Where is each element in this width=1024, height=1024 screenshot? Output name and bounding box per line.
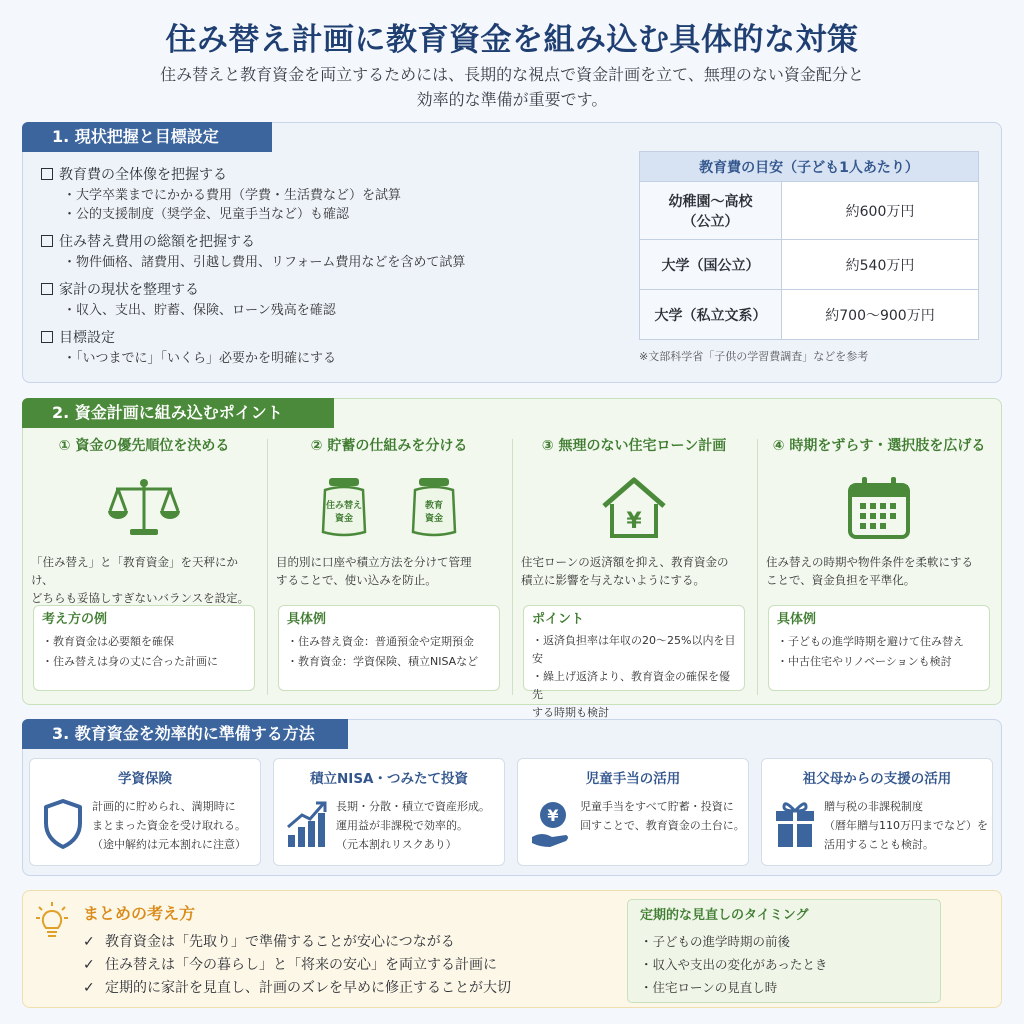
page-title: 住み替え計画に教育資金を組み込む具体的な対策	[165, 22, 859, 58]
point-column: ② 貯蓄の仕組みを分ける 住み替え 資金 教育 資金 目的別に口座や積立方法を分けて管理 することで、使い込みを防止。 具体例 ・住み替え資金：普通預金や定期預金 ・教育資金：学資保険、積立NISAなど	[274, 435, 504, 697]
table-row: 大学（私立文系） 約700〜900万円	[640, 290, 979, 340]
section-heading: 2. 資金計画に組み込むポイント	[22, 398, 334, 428]
example-box: 具体例 ・子どもの進学時期を避けて住み替え ・中古住宅やリノベーションも検討	[768, 605, 990, 691]
check-icon: ✓	[83, 980, 95, 996]
example-box: 具体例 ・住み替え資金：普通預金や定期預金 ・教育資金：学資保険、積立NISAなど	[278, 605, 500, 691]
section-funding-points	[22, 398, 1002, 719]
check-icon: ✓	[83, 934, 95, 950]
svg-text:¥: ¥	[547, 806, 559, 825]
table-row: 大学（国公立） 約540万円	[640, 240, 979, 290]
point-column: ④ 時期をずらす・選択肢を広げる 住み替えの時期や物件条件を柔軟にする ことで、資金負担を平準化。 具体例 ・子どもの進学時期を避けて住み替え ・中古住宅やリノベーションも検討	[764, 435, 994, 697]
checklist-item: 教育費の全体像を把握する ・大学卒業までにかかる費用（学費・生活費など）を試算 ・公的支援制度（奨学金、児童手当など）も確認	[41, 165, 631, 224]
method-card: 児童手当の活用 ¥ 児童手当をすべて貯蓄・投資に 回すことで、教育資金の土台に。	[517, 758, 749, 866]
example-box: ポイント ・返済負担率は年収の20〜25%以内を目安 ・繰上げ返済より、教育資金の確保を優先 する時期も検討	[523, 605, 745, 691]
section-heading: 1. 現状把握と目標設定	[22, 122, 272, 152]
table-header: 教育費の目安（子ども1人あたり）	[640, 152, 979, 182]
svg-text:¥: ¥	[626, 509, 642, 534]
checklist-item: 住み替え費用の総額を把握する ・物件価格、諸費用、引越し費用、リフォーム費用などを含めて試算	[41, 232, 631, 272]
jar-icon: 住み替え 資金	[317, 476, 371, 540]
gift-icon	[772, 797, 818, 851]
page-subtitle: 住み替えと教育資金を両立するためには、長期的な視点で資金計画を立て、無理のない資金配分と 効率的な準備が重要です。	[160, 65, 864, 109]
table-row: 幼稚園〜高校 （公立） 約600万円	[640, 182, 979, 240]
growth-chart-icon	[284, 797, 330, 851]
point-column: ③ 無理のない住宅ローン計画 ¥ 住宅ローンの返済額を抑え、教育資金の 積立に影響を与えないようにする。 ポイント ・返済負担率は年収の20〜25%以内を目安 ・繰上げ返済より、教育資金の確保を優先 する時期も検討	[519, 435, 749, 697]
table-note: ※文部科学省「子供の学習費調査」などを参考	[639, 350, 869, 363]
section-summary	[22, 890, 1002, 1008]
jar-icon: 教育 資金	[407, 476, 461, 540]
summary-title: まとめの考え方	[83, 904, 196, 923]
method-card: 学資保険 計画的に貯められ、満期時に まとまった資金を受け取れる。 （途中解約は元本割れに注意）	[29, 758, 261, 866]
lightbulb-icon	[35, 901, 69, 941]
example-box: 考え方の例 ・教育資金は必要額を確保 ・住み替えは身の丈に合った計画に	[33, 605, 255, 691]
checklist-item: 目標設定 ・「いつまでに」「いくら」必要かを明確にする	[41, 328, 631, 368]
summary-list: ✓ 教育資金は「先取り」で準備することが安心につながる ✓ 住み替えは「今の暮らし」と「将来の安心」を両立する計画に ✓ 定期的に家計を見直し、計画のズレを早めに修正することが大切	[83, 931, 511, 1000]
calendar-icon	[846, 475, 912, 541]
yen-hand-icon	[528, 797, 574, 851]
point-column: ① 資金の優先順位を決める 「住み替え」と「教育資金」を天秤にかけ、 どちらも妥協しすぎないバランスを設定。 考え方の例 ・教育資金は必要額を確保 ・住み替えは身の丈に合った計画に	[29, 435, 259, 697]
checkbox-icon	[41, 235, 53, 247]
section-heading: 3. 教育資金を効率的に準備する方法	[22, 719, 348, 749]
shield-icon	[40, 797, 86, 851]
education-cost-table	[639, 151, 979, 364]
method-card: 積立NISA・つみたて投資 長期・分散・積立で資産形成。 運用益が非課税で効率的。 （元本割れリスクあり）	[273, 758, 505, 866]
method-card: 祖父母からの支援の活用 贈与税の非課税制度 （暦年贈与110万円までなど）を 活用することも検討。	[761, 758, 993, 866]
checklist-item: 家計の現状を整理する ・収入、支出、貯蓄、保険、ローン残高を確認	[41, 280, 631, 320]
check-icon: ✓	[83, 957, 95, 973]
section-current-status	[22, 122, 1002, 383]
checklist	[41, 165, 631, 376]
checkbox-icon	[41, 331, 53, 343]
house-yen-icon	[598, 474, 670, 542]
scale-icon	[104, 475, 184, 541]
review-timing-box: 定期的な見直しのタイミング ・子どもの進学時期の前後 ・収入や支出の変化があったとき ・住宅ローンの見直し時	[627, 899, 941, 1003]
section-prep-methods	[22, 719, 1002, 876]
checkbox-icon	[41, 283, 53, 295]
checkbox-icon	[41, 168, 53, 180]
